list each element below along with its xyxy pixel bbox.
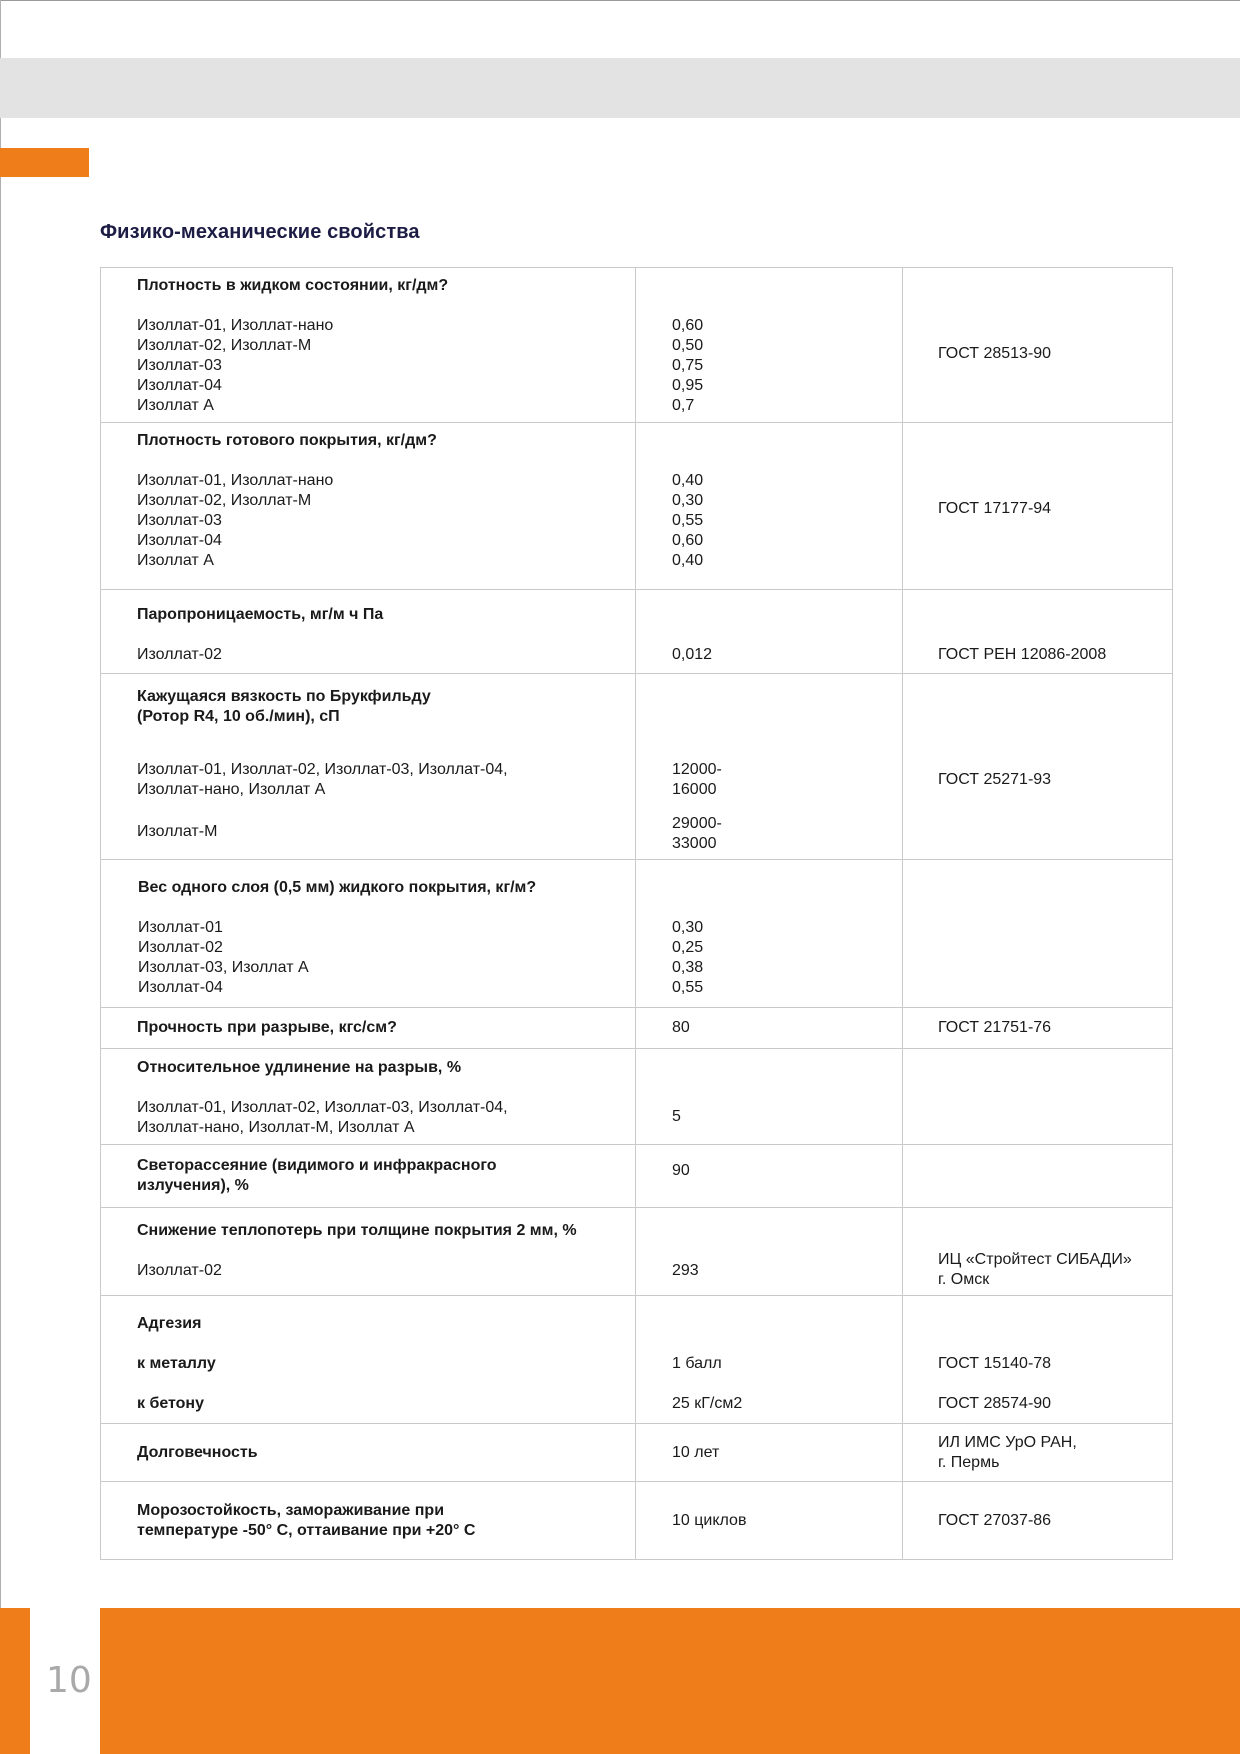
standard-text: ГОСТ 27037-86 — [938, 1511, 1052, 1529]
table-row — [101, 268, 1173, 423]
standard-text: ГОСТ 21751-76 — [938, 1019, 1052, 1036]
standard-cell — [903, 1208, 1173, 1296]
item-label: Изоллат-02, Изоллат-М — [137, 337, 312, 354]
standard-text: ИЛ ИМС УрО РАН, — [938, 1433, 1077, 1451]
value-text: 0,60 — [672, 317, 704, 334]
value-cell — [636, 590, 903, 674]
item-label: Изоллат-04 — [137, 377, 222, 394]
properties-table — [100, 267, 1173, 1560]
param-cell — [101, 1482, 636, 1560]
standard-text: г. Пермь — [938, 1453, 1000, 1471]
value-cell — [636, 1424, 903, 1482]
param-title: излучения), % — [137, 1177, 249, 1194]
standard-cell — [903, 1482, 1173, 1560]
item-label: Изоллат-01 — [138, 919, 223, 936]
param-cell — [101, 1008, 636, 1049]
value-text: 16000 — [672, 781, 717, 798]
param-title: Паропроницаемость, мг/м ч Па — [137, 606, 384, 623]
value-text: 29000- — [672, 815, 722, 832]
item-label: Изоллат-нано, Изоллат А — [137, 781, 326, 798]
standard-cell — [903, 423, 1173, 590]
table-row — [101, 423, 1173, 590]
standard-text: ГОСТ 28513-90 — [938, 345, 1052, 362]
item-label: Изоллат-01, Изоллат-02, Изоллат-03, Изоллат-04, — [137, 1099, 508, 1116]
table-row — [101, 1145, 1173, 1208]
table-row — [101, 1424, 1173, 1482]
standard-cell — [903, 1008, 1173, 1049]
standard-text: ГОСТ 28574-90 — [938, 1395, 1052, 1412]
value-text: 0,012 — [672, 646, 713, 663]
param-title: Плотность готового покрытия, кг/дм? — [137, 432, 437, 449]
table-row — [101, 1482, 1173, 1560]
value-text: 0,60 — [672, 532, 704, 549]
value-text: 0,75 — [672, 357, 704, 374]
param-title: Светорассеяние (видимого и инфракрасного — [137, 1157, 497, 1174]
standard-cell — [903, 674, 1173, 860]
param-title: температуре -50° С, оттаивание при +20° С — [137, 1521, 476, 1539]
value-text: 5 — [672, 1108, 681, 1125]
item-label: Изоллат-01, Изоллат-нано — [137, 472, 334, 489]
param-cell — [101, 1049, 636, 1145]
standard-text: ГОСТ 15140-78 — [938, 1355, 1052, 1372]
value-cell — [636, 1145, 903, 1208]
value-text: 0,95 — [672, 377, 704, 394]
param-cell — [101, 423, 636, 590]
item-label: Изоллат-03 — [137, 357, 222, 374]
item-label: Изоллат-03 — [137, 512, 222, 529]
value-text: 293 — [672, 1262, 699, 1279]
param-title: Плотность в жидком состоянии, кг/дм? — [137, 277, 449, 294]
value-cell — [636, 1296, 903, 1424]
item-label: Изоллат-нано, Изоллат-М, Изоллат А — [137, 1119, 415, 1136]
standard-cell — [903, 590, 1173, 674]
value-text: 0,7 — [672, 397, 695, 414]
item-label: Изоллат А — [137, 552, 214, 569]
standard-cell — [903, 1145, 1173, 1208]
footer-orange-band — [0, 1608, 1240, 1754]
value-cell — [636, 1008, 903, 1049]
value-cell — [636, 860, 903, 1008]
param-cell — [101, 590, 636, 674]
item-label: Изоллат-02 — [137, 646, 222, 663]
param-cell — [101, 674, 636, 860]
value-text: 0,38 — [672, 959, 704, 976]
value-text: 0,30 — [672, 919, 704, 936]
param-title: (Ротор R4, 10 об./мин), сП — [137, 708, 340, 725]
value-text: 10 лет — [672, 1443, 720, 1461]
value-text: 33000 — [672, 835, 717, 852]
standard-text: г. Омск — [938, 1271, 990, 1288]
page-top-border — [0, 0, 1240, 1]
header-orange-tab — [0, 148, 89, 177]
table-row — [101, 1049, 1173, 1145]
item-label: Изоллат-02 — [138, 939, 223, 956]
standard-text: ГОСТ РЕН 12086-2008 — [938, 646, 1107, 663]
param-title: Снижение теплопотерь при толщине покрытия 2 мм, % — [137, 1222, 577, 1239]
param-cell — [101, 1208, 636, 1296]
item-label: Изоллат-02 — [137, 1262, 222, 1279]
header-gray-band — [0, 58, 1240, 118]
value-cell — [636, 1208, 903, 1296]
standard-cell — [903, 1424, 1173, 1482]
param-cell — [101, 860, 636, 1008]
param-subtitle: к бетону — [137, 1395, 204, 1412]
item-label: Изоллат-02, Изоллат-М — [137, 492, 312, 509]
param-cell — [101, 1145, 636, 1208]
param-subtitle: к металлу — [137, 1355, 216, 1372]
page-left-border — [0, 0, 1, 1754]
value-cell — [636, 674, 903, 860]
param-title: Адгезия — [137, 1315, 202, 1332]
table-row — [101, 1296, 1173, 1424]
value-text: 0,40 — [672, 552, 704, 569]
value-text: 12000- — [672, 761, 722, 778]
value-text: 90 — [672, 1162, 690, 1179]
param-title: Относительное удлинение на разрыв, % — [137, 1059, 462, 1076]
value-cell — [636, 1482, 903, 1560]
standard-text: ГОСТ 25271-93 — [938, 771, 1052, 788]
page-number: 10 — [46, 1660, 92, 1701]
table-row — [101, 860, 1173, 1008]
standard-text: ИЦ «Стройтест СИБАДИ» — [938, 1251, 1132, 1268]
section-title: Физико-механические свойства — [100, 221, 420, 243]
param-cell — [101, 268, 636, 423]
value-text: 25 кГ/см2 — [672, 1395, 743, 1412]
standard-cell — [903, 860, 1173, 1008]
value-cell — [636, 423, 903, 590]
value-text: 80 — [672, 1019, 690, 1036]
value-text: 0,50 — [672, 337, 704, 354]
table-row — [101, 1208, 1173, 1296]
table-row — [101, 674, 1173, 860]
item-label: Изоллат-01, Изоллат-нано — [137, 317, 334, 334]
value-text: 0,40 — [672, 472, 704, 489]
value-text: 0,25 — [672, 939, 704, 956]
item-label: Изоллат-03, Изоллат А — [138, 959, 309, 976]
param-title: Вес одного слоя (0,5 мм) жидкого покрытия, кг/м? — [138, 879, 537, 896]
standard-cell — [903, 268, 1173, 423]
standard-cell — [903, 1296, 1173, 1424]
table-row — [101, 1008, 1173, 1049]
value-cell — [636, 268, 903, 423]
param-title: Морозостойкость, замораживание при — [137, 1501, 445, 1519]
param-cell — [101, 1424, 636, 1482]
param-title: Кажущаяся вязкость по Брукфильду — [137, 688, 431, 705]
value-text: 0,55 — [672, 979, 704, 996]
value-text: 0,55 — [672, 512, 704, 529]
param-cell — [101, 1296, 636, 1424]
param-title: Долговечность — [137, 1443, 258, 1461]
value-cell — [636, 1049, 903, 1145]
param-title: Прочность при разрыве, кгс/см? — [137, 1019, 397, 1036]
item-label: Изоллат-04 — [138, 979, 223, 996]
item-label: Изоллат А — [137, 397, 214, 414]
table-row — [101, 590, 1173, 674]
value-text: 1 балл — [672, 1355, 722, 1372]
value-text: 0,30 — [672, 492, 704, 509]
item-label: Изоллат-М — [137, 823, 218, 840]
value-text: 10 циклов — [672, 1511, 747, 1529]
standard-cell — [903, 1049, 1173, 1145]
item-label: Изоллат-01, Изоллат-02, Изоллат-03, Изоллат-04, — [137, 761, 508, 778]
item-label: Изоллат-04 — [137, 532, 222, 549]
standard-text: ГОСТ 17177-94 — [938, 500, 1052, 517]
